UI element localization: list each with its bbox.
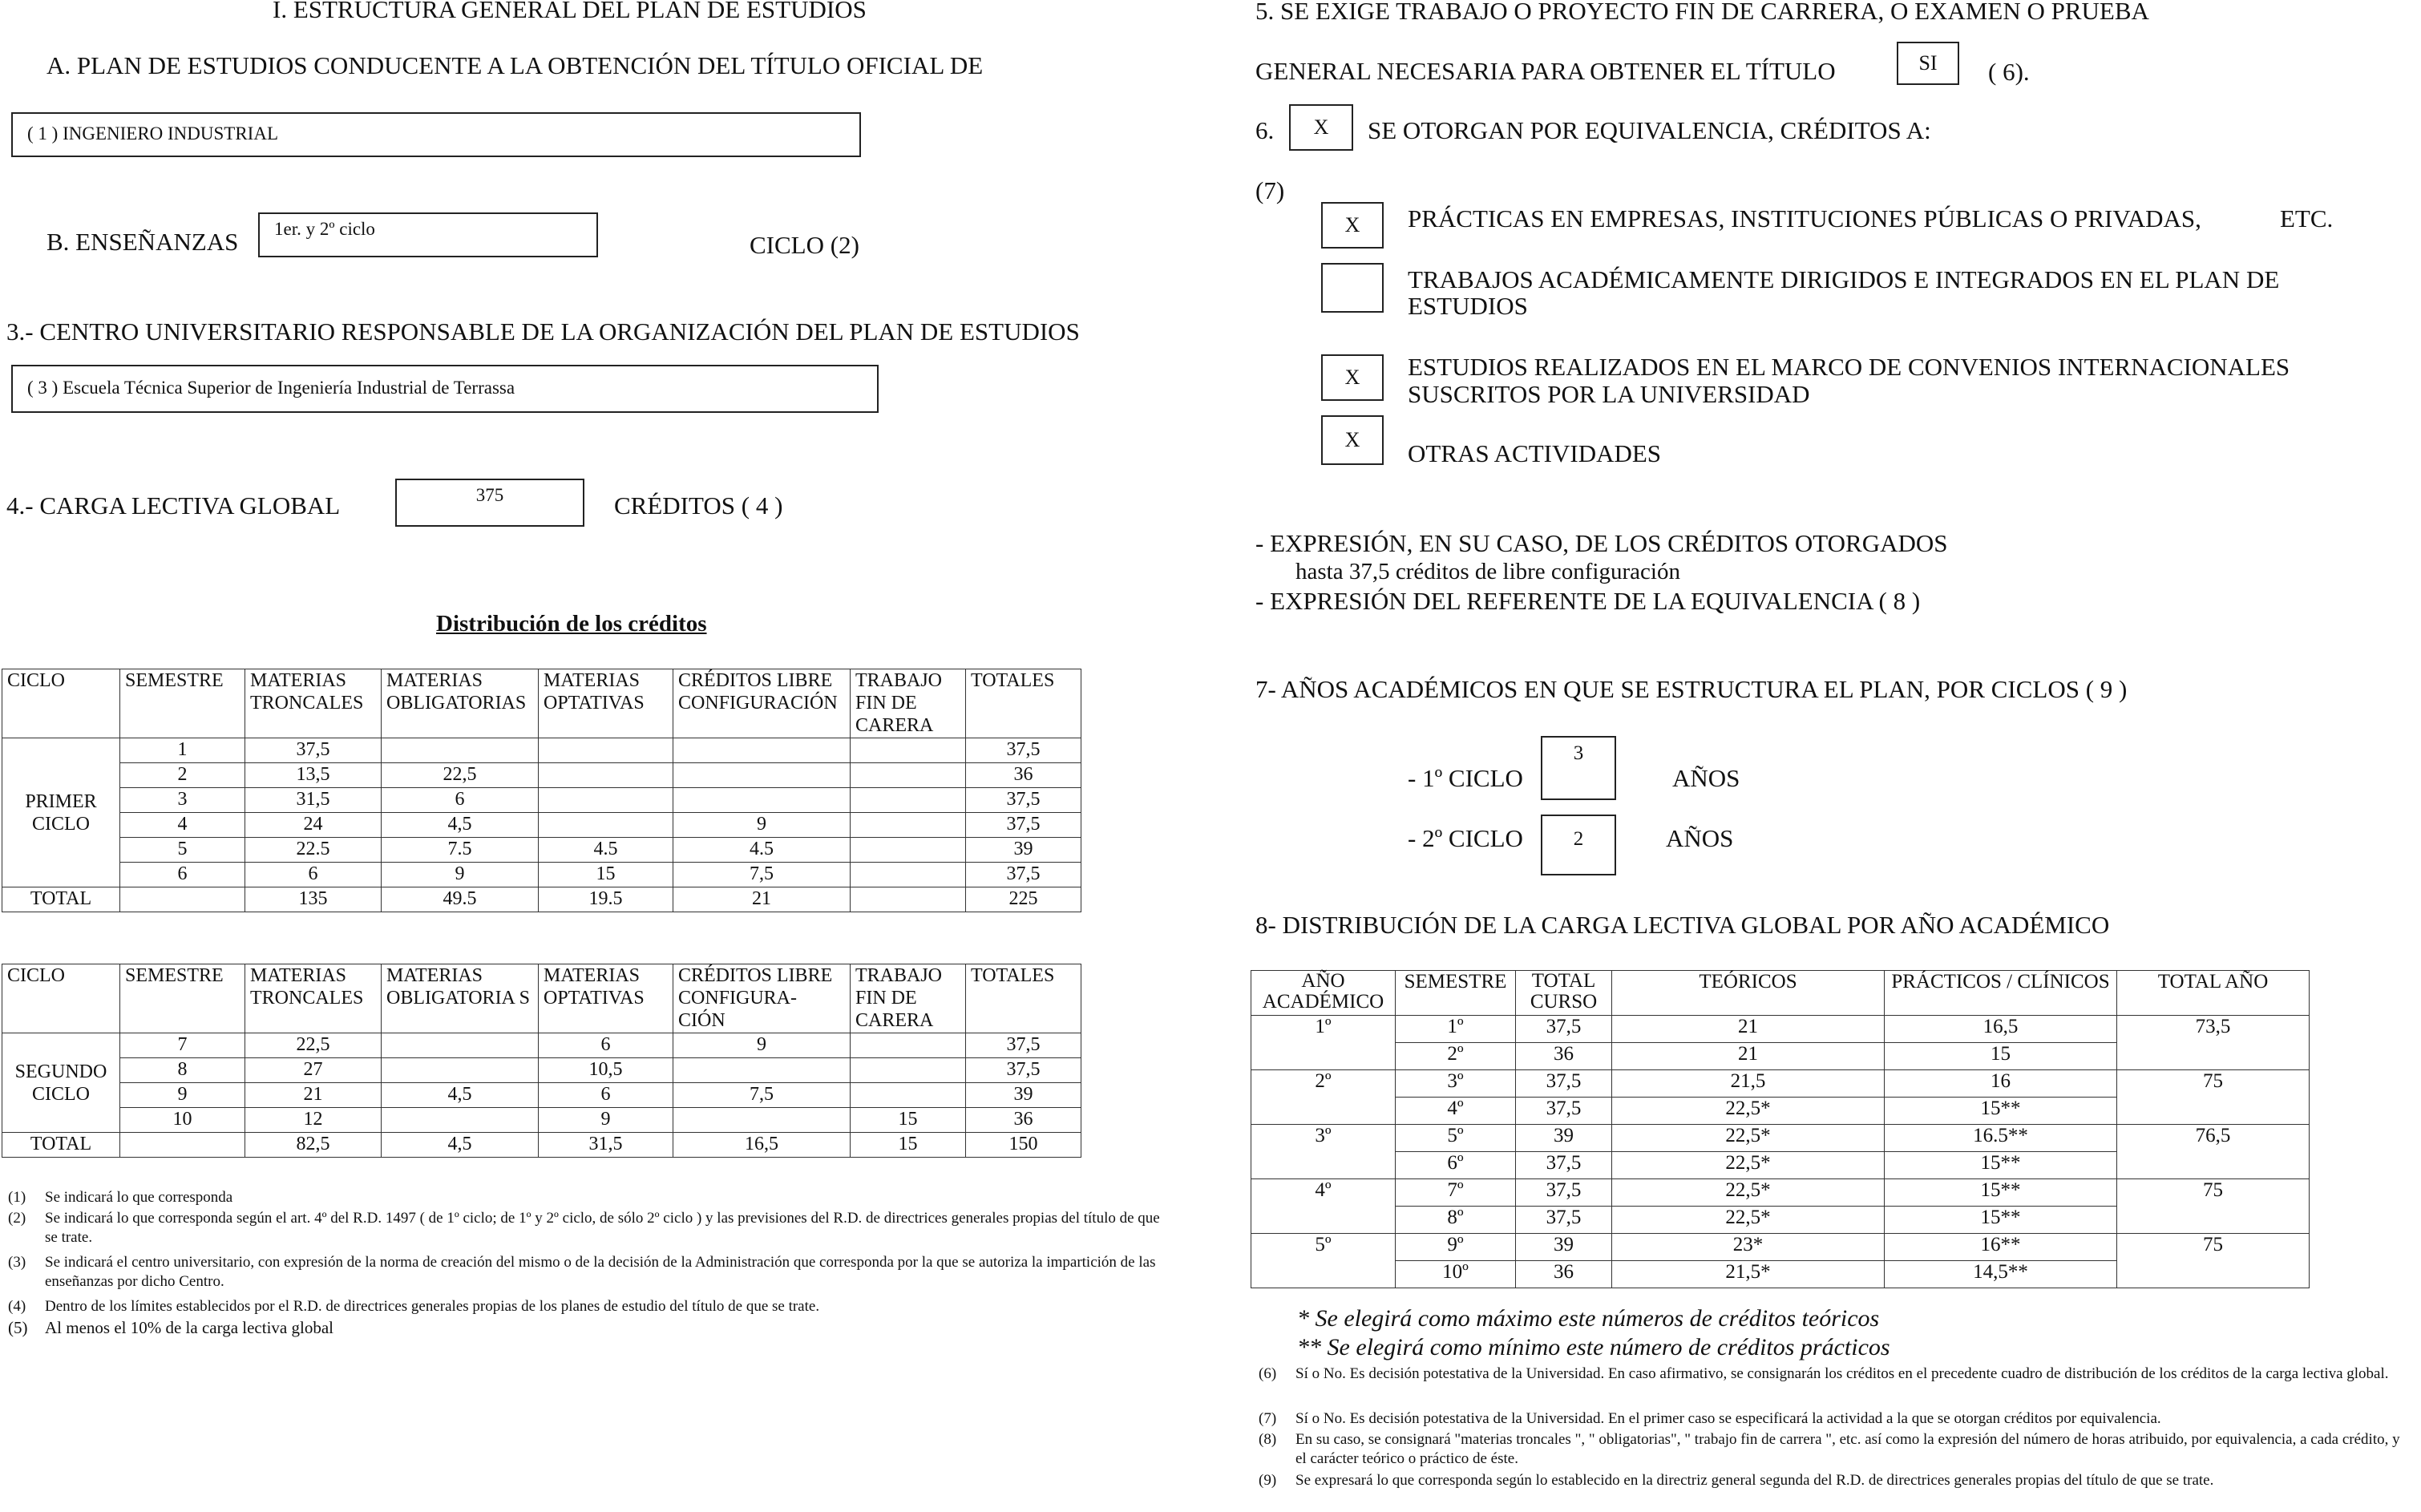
table-cell: 21	[1612, 1043, 1885, 1070]
section-4-value: 375	[395, 479, 584, 527]
year-cell: 4º	[1251, 1179, 1396, 1234]
ciclo-2-label: - 2º CICLO	[1408, 824, 1523, 852]
option-trabajos-checkbox	[1321, 263, 1384, 313]
table-cell: 9	[539, 1108, 673, 1133]
table-cell: 21	[245, 1083, 382, 1108]
table-cell: 6	[120, 863, 245, 887]
table-cell: 15**	[1885, 1098, 2117, 1125]
total-cell: 49.5	[382, 887, 539, 912]
table-cell: 39	[1516, 1234, 1612, 1261]
table-cell: 27	[245, 1058, 382, 1083]
table-cell: 37,5	[1516, 1207, 1612, 1234]
year-cell: 5º	[1251, 1234, 1396, 1288]
table-cell	[382, 738, 539, 763]
total-cell: 21	[673, 887, 851, 912]
footnote-5: (5) Al menos el 10% de la carga lectiva global	[8, 1318, 333, 1337]
note-theoretical-max: * Se elegirá como máximo este números de créditos teóricos	[1297, 1305, 1880, 1332]
table-cell	[851, 838, 966, 863]
table-cell: 37,5	[966, 1058, 1081, 1083]
table-cell: 2	[120, 763, 245, 788]
table-cell: 37,5	[1516, 1016, 1612, 1043]
header-teoricos: TEÓRICOS	[1612, 971, 1885, 1016]
table-cell: 37,5	[966, 788, 1081, 813]
table-cell: 21,5*	[1612, 1261, 1885, 1288]
table-cell: 12	[245, 1108, 382, 1133]
table-cell: 7,5	[673, 863, 851, 887]
table-cell: 8º	[1396, 1207, 1516, 1234]
table-cell	[673, 1108, 851, 1133]
table-cell: 9	[673, 1033, 851, 1058]
table-cell: 37,5	[966, 813, 1081, 838]
ciclo-cell: SEGUNDO CICLO	[2, 1033, 120, 1133]
option-convenios-label-2: SUSCRITOS POR LA UNIVERSIDAD	[1408, 380, 1810, 408]
section-5-value: SI	[1897, 42, 1959, 85]
footnote-3: (3) Se indicará el centro universitario, con expresión de la norma de creación del mismo o de la decisión de la Administración que corresponda por la que se autoriza la impartición de las enseñanzas por dicho Centro.	[8, 1254, 1156, 1290]
section-6-number: 6.	[1255, 116, 1275, 144]
total-cell: 82,5	[245, 1133, 382, 1158]
expression-credits-detail: hasta 37,5 créditos de libre configuración	[1295, 559, 1680, 584]
table-cell: 39	[966, 1083, 1081, 1108]
ciclo-1-unit: AÑOS	[1672, 764, 1740, 792]
table-cell: 9	[673, 813, 851, 838]
table-cell: 7,5	[673, 1083, 851, 1108]
year-total-cell: 75	[2117, 1234, 2310, 1288]
table-cell	[851, 1033, 966, 1058]
year-total-cell: 75	[2117, 1070, 2310, 1125]
table-cell: 3	[120, 788, 245, 813]
table-cell: 36	[1516, 1261, 1612, 1288]
option-practicas-label: PRÁCTICAS EN EMPRESAS, INSTITUCIONES PÚBLICAS O PRIVADAS,	[1408, 204, 2201, 232]
section-a-label: A. PLAN DE ESTUDIOS CONDUCENTE A LA OBTENCIÓN DEL TÍTULO OFICIAL DE	[46, 51, 984, 79]
total-cell: 16,5	[673, 1133, 851, 1158]
section-6-checkbox: X	[1289, 104, 1353, 151]
section-6-label: SE OTORGAN POR EQUIVALENCIA, CRÉDITOS A:	[1368, 116, 1931, 144]
table-cell: 22,5*	[1612, 1179, 1885, 1207]
table-cell: 9	[382, 863, 539, 887]
table-cell: 15**	[1885, 1179, 2117, 1207]
section-8-label: 8- DISTRIBUCIÓN DE LA CARGA LECTIVA GLOBAL POR AÑO ACADÉMICO	[1255, 911, 2110, 939]
ciclo-1-label: - 1º CICLO	[1408, 764, 1523, 792]
expression-referente: - EXPRESIÓN DEL REFERENTE DE LA EQUIVALENCIA ( 8 )	[1255, 587, 1921, 615]
table-cell: 4.5	[673, 838, 851, 863]
header-obligatorias: MATERIAS OBLIGATORIA S	[382, 964, 539, 1033]
table-cell: 4.5	[539, 838, 673, 863]
table-cell: 7º	[1396, 1179, 1516, 1207]
table-cell: 22,5*	[1612, 1152, 1885, 1179]
table-cell: 22,5	[245, 1033, 382, 1058]
table-cell: 39	[966, 838, 1081, 863]
table-cell: 15	[539, 863, 673, 887]
section-3-label: 3.- CENTRO UNIVERSITARIO RESPONSABLE DE LA ORGANIZACIÓN DEL PLAN DE ESTUDIOS	[6, 317, 1080, 346]
header-optativas: MATERIAS OPTATIVAS	[539, 669, 673, 738]
table-cell: 16**	[1885, 1234, 2117, 1261]
footnote-8: (8) En su caso, se consignará "materias troncales ", " obligatorias", " trabajo fin de carrera ", etc. así como la expresión del número de horas atribuido, por equivalencia, a cada crédito, y el carácter teórico o práctico de éste.	[1259, 1431, 2400, 1467]
section-a-value: ( 1 ) INGENIERO INDUSTRIAL	[11, 112, 861, 157]
header-totales: TOTALES	[966, 964, 1081, 1033]
footnote-4: (4) Dentro de los límites establecidos por el R.D. de directrices generales propias de los planes de estudio del título de que se trate.	[8, 1298, 820, 1315]
header-semestre: SEMESTRE	[120, 669, 245, 738]
table-cell	[851, 863, 966, 887]
table-cell: 5	[120, 838, 245, 863]
table-cell: 9º	[1396, 1234, 1516, 1261]
section-5-suffix: ( 6).	[1988, 58, 2030, 86]
table-cell: 6	[539, 1033, 673, 1058]
table-cell	[382, 1058, 539, 1083]
table-cell	[382, 1108, 539, 1133]
table-cell	[851, 1058, 966, 1083]
total-cell: 150	[966, 1133, 1081, 1158]
table-cell: 4º	[1396, 1098, 1516, 1125]
table-cell: 10,5	[539, 1058, 673, 1083]
header-totales: TOTALES	[966, 669, 1081, 738]
section-7-label: 7- AÑOS ACADÉMICOS EN QUE SE ESTRUCTURA EL PLAN, POR CICLOS ( 9 )	[1255, 675, 2128, 703]
table-cell	[851, 738, 966, 763]
header-obligatorias: MATERIAS OBLIGATORIAS	[382, 669, 539, 738]
total-cell: 225	[966, 887, 1081, 912]
header-optativas: MATERIAS OPTATIVAS	[539, 964, 673, 1033]
table-cell: 37,5	[245, 738, 382, 763]
total-label: TOTAL	[2, 1133, 120, 1158]
year-cell: 2º	[1251, 1070, 1396, 1125]
table-cell: 3º	[1396, 1070, 1516, 1098]
header-ano: AÑO ACADÉMICO	[1251, 971, 1396, 1016]
section-7-marker: (7)	[1255, 176, 1285, 204]
table-cell: 15**	[1885, 1152, 2117, 1179]
table-cell: 6	[539, 1083, 673, 1108]
section-b-label: B. ENSEÑANZAS	[46, 228, 239, 256]
table-cell: 9	[120, 1083, 245, 1108]
page-heading: I. ESTRUCTURA GENERAL DEL PLAN DE ESTUDIOS	[273, 0, 867, 23]
table-cell	[851, 788, 966, 813]
option-convenios-checkbox: X	[1321, 354, 1384, 401]
table-cell: 16,5	[1885, 1016, 2117, 1043]
footnote-7: (7) Sí o No. Es decisión potestativa de la Universidad. En el primer caso se especificará la actividad a la que se otorgan créditos por equivalencia.	[1259, 1410, 2161, 1427]
table-cell: 5º	[1396, 1125, 1516, 1152]
ciclo-cell: PRIMER CICLO	[2, 738, 120, 887]
footnote-9: (9) Se expresará lo que corresponda según lo establecido en la directriz general segunda del R.D. de directrices generales propias del título de que se trate.	[1259, 1472, 2214, 1489]
header-semestre: SEMESTRE	[120, 964, 245, 1033]
option-otras-checkbox: X	[1321, 415, 1384, 465]
table-cell: 24	[245, 813, 382, 838]
header-ciclo: CICLO	[2, 964, 120, 1033]
table-cell: 37,5	[966, 863, 1081, 887]
annual-load-table	[1251, 970, 2310, 1288]
table-cell: 1º	[1396, 1016, 1516, 1043]
table-cell	[673, 1058, 851, 1083]
table-cell: 22.5	[245, 838, 382, 863]
table-cell: 22,5*	[1612, 1098, 1885, 1125]
table-cell: 1	[120, 738, 245, 763]
table-cell: 15	[851, 1108, 966, 1133]
option-otras-label: OTRAS ACTIVIDADES	[1408, 439, 1662, 467]
table-cell	[851, 1083, 966, 1108]
option-practicas-etc: ETC.	[2280, 204, 2334, 232]
option-convenios-label: ESTUDIOS REALIZADOS EN EL MARCO DE CONVENIOS INTERNACIONALES	[1408, 353, 2290, 381]
year-total-cell: 76,5	[2117, 1125, 2310, 1179]
ciclo-1-value: 3	[1541, 736, 1616, 800]
table-cell: 37,5	[1516, 1070, 1612, 1098]
header-libre-configuracion: CRÉDITOS LIBRE CONFIGURACIÓN	[673, 669, 851, 738]
total-cell: 31,5	[539, 1133, 673, 1158]
table-cell: 31,5	[245, 788, 382, 813]
table-cell	[673, 763, 851, 788]
table-cell: 7.5	[382, 838, 539, 863]
expression-credits: - EXPRESIÓN, EN SU CASO, DE LOS CRÉDITOS OTORGADOS	[1255, 529, 1948, 557]
table-cell: 23*	[1612, 1234, 1885, 1261]
credits-table-second-cycle	[2, 964, 1081, 1158]
table-cell: 4,5	[382, 813, 539, 838]
table-cell	[673, 788, 851, 813]
credits-table-first-cycle	[2, 669, 1081, 912]
year-cell: 3º	[1251, 1125, 1396, 1179]
table-cell: 6	[382, 788, 539, 813]
table-cell	[539, 813, 673, 838]
total-cell: 135	[245, 887, 382, 912]
table-cell	[851, 763, 966, 788]
header-trabajo-fin: TRABAJO FIN DE CARERA	[851, 669, 966, 738]
table-cell	[539, 738, 673, 763]
total-label: TOTAL	[2, 887, 120, 912]
table-cell: 16.5**	[1885, 1125, 2117, 1152]
table-cell: 10	[120, 1108, 245, 1133]
option-trabajos-label: TRABAJOS ACADÉMICAMENTE DIRIGIDOS E INTEGRADOS EN EL PLAN DE	[1408, 265, 2280, 293]
table-cell	[673, 738, 851, 763]
table-cell	[539, 788, 673, 813]
section-b-suffix: CICLO (2)	[750, 231, 859, 259]
year-total-cell: 75	[2117, 1179, 2310, 1234]
distribution-title: Distribución de los créditos	[436, 611, 707, 637]
footnote-6: (6) Sí o No. Es decisión potestativa de la Universidad. En caso afirmativo, se consignarán los créditos en el precedente cuadro de distribución de los créditos de la carga lectiva global.	[1259, 1365, 2389, 1382]
ciclo-2-value: 2	[1541, 815, 1616, 875]
header-trabajo-fin: TRABAJO FIN DE CARERA	[851, 964, 966, 1033]
total-cell	[120, 887, 245, 912]
table-cell: 4,5	[382, 1083, 539, 1108]
total-cell: 19.5	[539, 887, 673, 912]
footnote-2: (2) Se indicará lo que corresponda según el art. 4º del R.D. 1497 ( de 1º ciclo; de 1º y 2º ciclo, de sólo 2º ciclo ) y las previsiones del R.D. de directrices generales propias del título de que se trate.	[8, 1210, 1160, 1246]
total-cell	[120, 1133, 245, 1158]
section-5-line2: GENERAL NECESARIA PARA OBTENER EL TÍTULO	[1255, 57, 1836, 85]
table-cell: 2º	[1396, 1043, 1516, 1070]
option-trabajos-label-2: ESTUDIOS	[1408, 292, 1528, 320]
table-cell	[539, 763, 673, 788]
table-cell: 37,5	[1516, 1098, 1612, 1125]
table-cell: 7	[120, 1033, 245, 1058]
table-cell: 36	[966, 1108, 1081, 1133]
table-cell: 6º	[1396, 1152, 1516, 1179]
table-cell: 22,5*	[1612, 1207, 1885, 1234]
table-cell: 16	[1885, 1070, 2117, 1098]
table-cell: 8	[120, 1058, 245, 1083]
year-total-cell: 73,5	[2117, 1016, 2310, 1070]
total-cell	[851, 887, 966, 912]
table-cell: 21	[1612, 1016, 1885, 1043]
footnote-1: (1) Se indicará lo que corresponda	[8, 1189, 233, 1206]
header-total-ano: TOTAL AÑO	[2117, 971, 2310, 1016]
header-ciclo: CICLO	[2, 669, 120, 738]
table-cell: 4	[120, 813, 245, 838]
table-cell: 22,5	[382, 763, 539, 788]
header-practicos: PRÁCTICOS / CLÍNICOS	[1885, 971, 2117, 1016]
total-cell: 4,5	[382, 1133, 539, 1158]
table-cell: 39	[1516, 1125, 1612, 1152]
table-cell: 37,5	[1516, 1152, 1612, 1179]
header-troncales: MATERIAS TRONCALES	[245, 964, 382, 1033]
table-cell: 6	[245, 863, 382, 887]
table-cell: 15	[1885, 1043, 2117, 1070]
header-libre-configuracion: CRÉDITOS LIBRE CONFIGURA- CIÓN	[673, 964, 851, 1033]
table-cell: 37,5	[966, 1033, 1081, 1058]
section-3-value: ( 3 ) Escuela Técnica Superior de Ingeniería Industrial de Terrassa	[11, 365, 879, 413]
table-cell: 22,5*	[1612, 1125, 1885, 1152]
table-cell: 36	[966, 763, 1081, 788]
section-5-line1: 5. SE EXIGE TRABAJO O PROYECTO FIN DE CARRERA, O EXAMEN O PRUEBA	[1255, 0, 2149, 25]
table-cell	[851, 813, 966, 838]
section-b-value: 1er. y 2º ciclo	[258, 212, 598, 257]
table-cell: 21,5	[1612, 1070, 1885, 1098]
table-cell: 37,5	[1516, 1179, 1612, 1207]
table-cell: 36	[1516, 1043, 1612, 1070]
note-practical-min: ** Se elegirá como mínimo este número de créditos prácticos	[1297, 1334, 1890, 1360]
table-cell: 15**	[1885, 1207, 2117, 1234]
total-cell: 15	[851, 1133, 966, 1158]
table-cell: 14,5**	[1885, 1261, 2117, 1288]
header-semestre: SEMESTRE	[1396, 971, 1516, 1016]
section-4-suffix: CRÉDITOS ( 4 )	[614, 491, 783, 519]
year-cell: 1º	[1251, 1016, 1396, 1070]
table-cell	[382, 1033, 539, 1058]
option-practicas-checkbox: X	[1321, 202, 1384, 249]
section-4-label: 4.- CARGA LECTIVA GLOBAL	[6, 491, 341, 519]
ciclo-2-unit: AÑOS	[1666, 824, 1734, 852]
header-total-curso: TOTAL CURSO	[1516, 971, 1612, 1016]
table-cell: 37,5	[966, 738, 1081, 763]
table-cell: 13,5	[245, 763, 382, 788]
table-cell: 10º	[1396, 1261, 1516, 1288]
header-troncales: MATERIAS TRONCALES	[245, 669, 382, 738]
